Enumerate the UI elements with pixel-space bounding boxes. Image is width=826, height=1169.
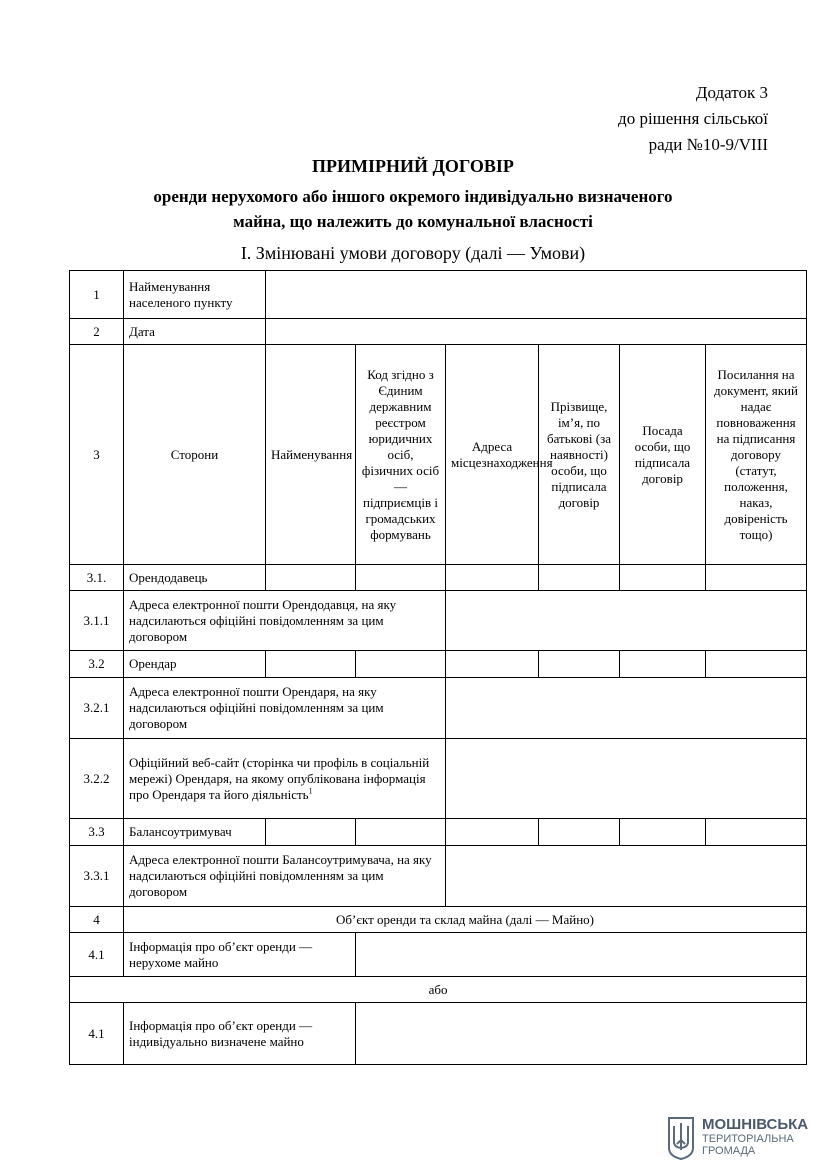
or-separator: або: [70, 977, 807, 1003]
tenant-position-cell[interactable]: [620, 651, 706, 678]
row-number: 4: [70, 907, 124, 933]
row-number: 3.1.: [70, 565, 124, 591]
lessor-code-cell[interactable]: [356, 565, 446, 591]
tenant-code-cell[interactable]: [356, 651, 446, 678]
table-row: [70, 565, 807, 591]
row-label: Сторони: [124, 345, 266, 565]
appendix-line-2: до рішення сільської: [618, 109, 768, 128]
row-label: Орендар: [124, 651, 266, 678]
holder-email-cell[interactable]: [446, 846, 807, 907]
table-row: [70, 678, 807, 739]
lessor-person-cell[interactable]: [539, 565, 620, 591]
row-number: 3.2.1: [70, 678, 124, 739]
table-row: [70, 819, 807, 846]
row-label: Адреса електронної пошти Балансоутримувача, на яку надсилаються офіційні повідомленням за цим договором: [124, 846, 446, 907]
row-number: 3.3.1: [70, 846, 124, 907]
row-number: 3.2.2: [70, 739, 124, 819]
table-row: [70, 907, 807, 933]
lessor-address-cell[interactable]: [446, 565, 539, 591]
document-subtitle: [0, 184, 826, 234]
row-label: Адреса електронної пошти Орендаря, на яку надсилаються офіційні повідомленням за цим договором: [124, 678, 446, 739]
holder-code-cell[interactable]: [356, 819, 446, 846]
community-logo: [666, 1116, 809, 1160]
table-row: [70, 1003, 807, 1065]
lessor-document-cell[interactable]: [706, 565, 807, 591]
row-number: 3.2: [70, 651, 124, 678]
logo-line-1: МОШНІВСЬКА: [702, 1116, 809, 1133]
column-header-document: Посилання на документ, який надає повноваження на підписання договору (статут, положення, наказ, довіреність тощо): [706, 345, 807, 565]
lessor-email-cell[interactable]: [446, 591, 807, 651]
row-label: Інформація про об’єкт оренди — нерухоме майно: [124, 933, 356, 977]
lessor-name-cell[interactable]: [266, 565, 356, 591]
row-number: 1: [70, 271, 124, 319]
table-row: [70, 319, 807, 345]
tenant-website-cell[interactable]: [446, 739, 807, 819]
row-number: 3.1.1: [70, 591, 124, 651]
footnote-marker[interactable]: 1: [308, 786, 313, 796]
subtitle-line-2: майна, що належить до комунальної власності: [233, 212, 593, 231]
subtitle-line-1: оренди нерухомого або іншого окремого індивідуально визначеного: [153, 187, 673, 206]
row-label: Найменування населеного пункту: [124, 271, 266, 319]
table-row: [70, 739, 807, 819]
tenant-email-cell[interactable]: [446, 678, 807, 739]
column-header-name: Найменування: [266, 345, 356, 565]
row-label: [124, 739, 446, 819]
table-row: [70, 933, 807, 977]
column-header-position: Посада особи, що підписала договір: [620, 345, 706, 565]
logo-text: [702, 1116, 808, 1157]
tenant-address-cell[interactable]: [446, 651, 539, 678]
row-number: 3: [70, 345, 124, 565]
holder-address-cell[interactable]: [446, 819, 539, 846]
lessor-position-cell[interactable]: [620, 565, 706, 591]
trident-icon: [666, 1116, 696, 1160]
table-row: [70, 271, 807, 319]
settlement-value-cell[interactable]: [266, 271, 807, 319]
column-header-address: Адреса місцезнаходження: [446, 345, 539, 565]
document-title: ПРИМІРНИЙ ДОГОВІР: [312, 156, 514, 176]
tenant-name-cell[interactable]: [266, 651, 356, 678]
table-row: [70, 591, 807, 651]
section-title: І. Змінювані умови договору (далі — Умови): [240, 243, 586, 263]
table-row: [70, 846, 807, 907]
appendix-line-1: Додаток 3: [695, 83, 768, 102]
tenant-website-label: Офіційний веб-сайт (сторінка чи профіль в соціальній мережі) Орендаря, на якому опублікована інформація про Орендаря та його діяльність: [129, 754, 430, 802]
holder-person-cell[interactable]: [539, 819, 620, 846]
row-label: Об’єкт оренди та склад майна (далі — Майно): [124, 907, 807, 933]
holder-position-cell[interactable]: [620, 819, 706, 846]
appendix-note: [618, 80, 768, 158]
row-label: Адреса електронної пошти Орендодавця, на яку надсилаються офіційні повідомленням за цим договором: [124, 591, 446, 651]
terms-table: [69, 270, 807, 1065]
table-row: [70, 651, 807, 678]
real-estate-info-cell[interactable]: [356, 933, 807, 977]
row-label: Інформація про об’єкт оренди — індивідуально визначене майно: [124, 1003, 356, 1065]
holder-name-cell[interactable]: [266, 819, 356, 846]
row-label: Орендодавець: [124, 565, 266, 591]
table-row: [70, 977, 807, 1003]
holder-document-cell[interactable]: [706, 819, 807, 846]
table-row: [70, 345, 807, 565]
column-header-code: Код згідно з Єдиним державним реєстром юридичних осіб, фізичних осіб — підприємців і громадських формувань: [356, 345, 446, 565]
logo-line-2: ТЕРИТОРІАЛЬНА: [702, 1133, 794, 1145]
appendix-line-3: ради №10-9/VIII: [648, 135, 768, 154]
row-label: Балансоутримувач: [124, 819, 266, 846]
row-number: 2: [70, 319, 124, 345]
date-value-cell[interactable]: [266, 319, 807, 345]
row-number: 4.1: [70, 1003, 124, 1065]
column-header-person: Прізвище, ім’я, по батькові (за наявності) особи, що підписала договір: [539, 345, 620, 565]
row-number: 3.3: [70, 819, 124, 846]
movable-property-info-cell[interactable]: [356, 1003, 807, 1065]
tenant-document-cell[interactable]: [706, 651, 807, 678]
tenant-person-cell[interactable]: [539, 651, 620, 678]
row-label: Дата: [124, 319, 266, 345]
row-number: 4.1: [70, 933, 124, 977]
logo-line-3: ГРОМАДА: [702, 1145, 756, 1157]
